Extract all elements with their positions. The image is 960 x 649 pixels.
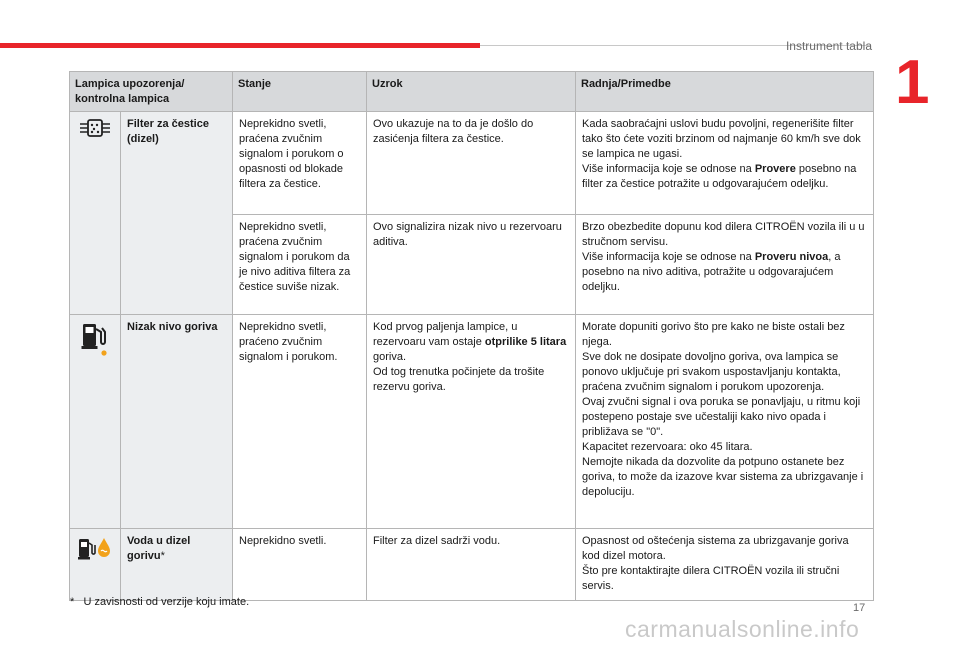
lamp-name-text: Voda u dizel gorivu	[127, 535, 191, 562]
column-header-action: Radnja/Primedbe	[576, 72, 874, 112]
action-text	[576, 315, 874, 529]
state-text: Neprekidno svetli, praćena zvučnim signalom i porukom o opasnosti od blokade filtera za čestice.	[233, 112, 367, 215]
action-line: Morate dopuniti gorivo što pre kako ne biste ostali bez njega.	[582, 321, 845, 348]
action-line: Ovaj zvučni signal i ova poruka se ponavljaju, u ritmu koji postepeno postaje sve učestaliji kako nivo opada i približava se "0".	[582, 396, 861, 438]
action-line: Opasnost od oštećenja sistema za ubrizgavanje goriva kod dizel motora.	[582, 535, 849, 562]
column-header-cause: Uzrok	[367, 72, 576, 112]
action-text	[576, 215, 874, 315]
cause-line: Od tog trenutka počinjete da trošite rezervu goriva.	[373, 366, 545, 393]
cause-text	[367, 315, 576, 529]
footnote	[70, 596, 249, 608]
red-top-bar	[0, 43, 480, 48]
action-line: Nemojte nikada da dozvolite da potpuno ostanete bez goriva, to može da izazove kvar sistema za ubrizgavanje i depoluciju.	[582, 456, 864, 498]
cause-text: Ovo signalizira nizak nivo u rezervoaru aditiva.	[367, 215, 576, 315]
cause-text: Filter za dizel sadrži vodu.	[367, 529, 576, 601]
action-link-word: Provere	[754, 163, 796, 175]
water-in-diesel-icon	[76, 534, 114, 562]
column-header-state: Stanje	[233, 72, 367, 112]
action-line: Kapacitet rezervoara: oko 45 litara.	[582, 441, 753, 453]
table-row	[70, 529, 874, 601]
cause-text: Ovo ukazuje na to da je došlo do zasićenja filtera za čestice.	[367, 112, 576, 215]
lamp-icon-cell	[70, 529, 121, 601]
action-text-part: , a posebno na nivo aditiva, potražite u odgovarajućem odeljku.	[582, 251, 841, 293]
footnote-mark: *	[160, 550, 165, 562]
particle-filter-icon	[76, 117, 114, 139]
action-text-part: Više informacija koje se odnose na	[582, 251, 755, 263]
action-line: Brzo obezbedite dopunu kod dilera CITROËN vozila ili u u stručnom servisu.	[582, 221, 865, 248]
watermark: carmanualsonline.info	[625, 616, 860, 642]
warning-lamps-table	[69, 71, 874, 601]
action-line: Kada saobraćajni uslovi budu povoljni, regenerišite filter tako što ćete voziti brzinom od najmanje 60 km/h sve dok se lampica ne ugasi.	[582, 118, 861, 160]
table-header-row	[70, 72, 874, 112]
lamp-icon-cell	[70, 315, 121, 529]
cause-line	[373, 320, 569, 365]
lamp-name: Filter za čestice (dizel)	[121, 112, 233, 315]
action-text	[576, 529, 874, 601]
action-text-part: posebno na filter za čestice potražite u odgovarajućem odeljku.	[582, 163, 857, 190]
lamp-name: Nizak nivo goriva	[121, 315, 233, 529]
table-row	[70, 112, 874, 215]
state-text: Neprekidno svetli, praćeno zvučnim signalom i porukom.	[233, 315, 367, 529]
table-row	[70, 315, 874, 529]
column-header-lamp: Lampica upozorenja/ kontrolna lampica	[70, 72, 233, 112]
cause-text-part: Kod prvog paljenja lampice, u rezervoaru vam ostaje	[373, 321, 518, 348]
cause-text-part: goriva.	[373, 351, 407, 363]
page-number: 17	[853, 602, 866, 614]
action-link-word: Proveru nivoa	[754, 251, 829, 263]
action-text-part: Više informacija koje se odnose na	[582, 163, 755, 175]
footnote-text: U zavisnosti od verzije koju imate.	[83, 596, 250, 608]
footnote-mark: *	[70, 596, 75, 608]
state-text: Neprekidno svetli.	[233, 529, 367, 601]
lamp-name	[121, 529, 233, 601]
lamp-icon-cell	[70, 112, 121, 315]
cause-emphasis: otprilike 5 litara	[484, 336, 567, 348]
action-line	[582, 250, 867, 295]
action-text	[576, 112, 874, 215]
action-line: Što pre kontaktirajte dilera CITROËN vozila ili stručni servis.	[582, 565, 840, 592]
action-line: Sve dok ne dosipate dovoljno goriva, ova lampica se ponovo uključuje pri svakom uspostavljanju kontakta, praćena zvučnim signalom i porukom upozorenja.	[582, 351, 841, 393]
chapter-number: 1	[895, 48, 930, 117]
fuel-pump-icon	[76, 320, 114, 356]
state-text: Neprekidno svetli, praćena zvučnim signalom i porukom da je nivo aditiva filtera za čestice suviše nizak.	[233, 215, 367, 315]
section-title: Instrument tabla	[785, 39, 872, 53]
action-line	[582, 162, 867, 192]
